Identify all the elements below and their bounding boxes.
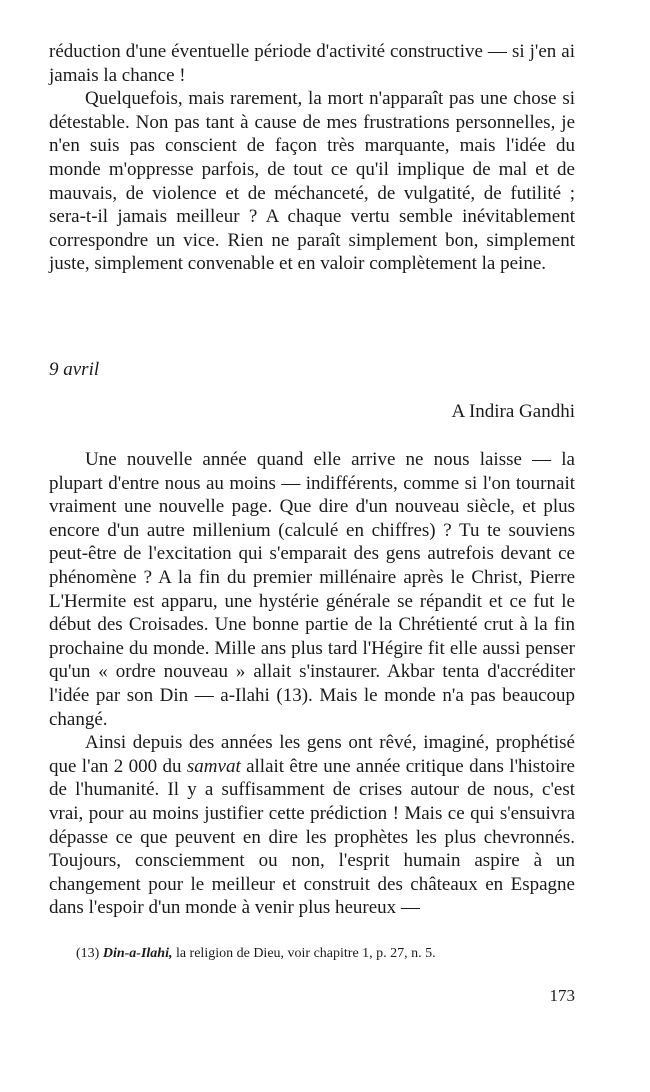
dedication: A Indira Gandhi [451, 401, 575, 422]
letter-body [49, 448, 575, 920]
paragraph-4-end: allait être une année critique dans l'histoire de l'humanité. Il y a suffisamment de crises autour de nous, c'est vrai, pour au moins justifier cette prédiction ! Mais ce qui s'ensuivra dépasse ce que peuvent en dire les prophètes les plus chevronnés. Toujours, consciemment ou non, l'esprit humain aspire à un changement pour le meilleur et construit des châteaux en Espagne dans l'espoir d'un monde à venir plus heureux — [49, 755, 575, 919]
date-heading: 9 avril [49, 359, 100, 380]
paragraph-4-start: Ainsi depuis des années les gens ont rêvé, imaginé, prophétisé que l'an 2 000 du [49, 732, 575, 777]
footnote-term: Din-a-Ilahi, [102, 946, 173, 961]
paragraph-4-italic-term: samvat [186, 755, 241, 777]
paragraph-1: réduction d'une éventuelle période d'activité constructive — si j'en ai jamais la chance ! [49, 41, 575, 86]
page [49, 40, 575, 1005]
paragraph-2: Quelquefois, mais rarement, la mort n'apparaît pas une chose si détestable. Non pas tant à cause de mes frustrations personnelles, je n'en suis pas conscient de façon très marquante, mais l'idée du monde m'oppresse parfois, de tout ce qu'il implique de mal et de mauvais, de violence et de méchanceté, de vulgatité, de futilité ; sera-t-il jamais meilleur ? A chaque vertu semble inévitablement correspondre un vice. Rien ne paraît simplement bon, simplement juste, simplement convenable et en valoir complètement la peine. [49, 88, 575, 275]
footnote-text: la religion de Dieu, voir chapitre 1, p. 27, n. 5. [172, 946, 436, 961]
paragraph-3: Une nouvelle année quand elle arrive ne nous laisse — la plupart d'entre nous au moins — indifférents, comme si l'on tournait vraiment une nouvelle page. Que dire d'un nouveau siècle, et plus encore d'un autre millenium (calculé en chiffres) ? Tu te souviens peut-être de l'excitation qui s'emparait des gens autrefois devant ce phénomène ? A la fin du premier millénaire après le Christ, Pierre L'Hermite est apparu, une hystérie générale se répandit et ce fut le début des Croisades. Une bonne partie de la Chrétienté crut à la fin prochaine du monde. Mille ans plus tard l'Hégire fit elle aussi penser qu'un « ordre nouveau » allait s'instaurer. Akbar tenta d'accréditer l'idée par son Din — a-Ilahi (13). Mais le monde n'a pas beaucoup changé. [49, 449, 575, 730]
page-number: 173 [549, 986, 575, 1005]
footnote [76, 945, 576, 963]
footnote-marker: (13) [76, 946, 100, 961]
paragraph-4 [49, 731, 575, 920]
